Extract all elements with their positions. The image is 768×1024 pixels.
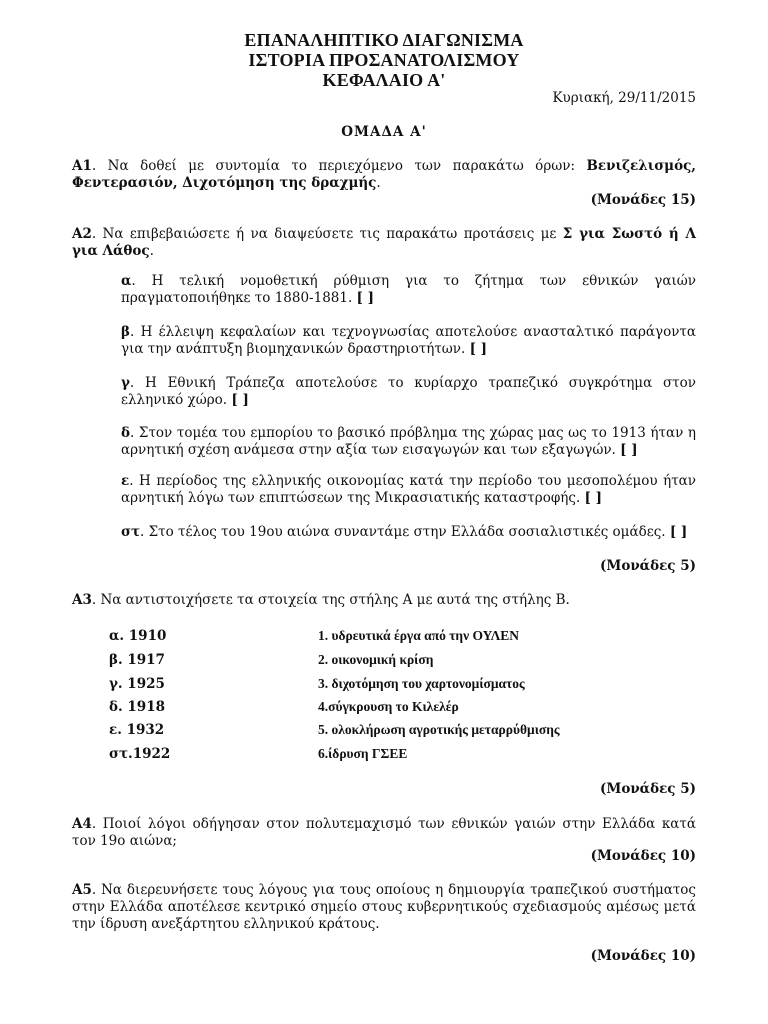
column-a-item: β. 1917 <box>109 652 165 668</box>
statement-letter: β <box>121 324 130 340</box>
question-text: . Να δοθεί με συντομία το περιεχόμενο των παρακάτω όρων: <box>91 158 587 174</box>
answer-box[interactable]: [ ] <box>231 392 249 408</box>
answer-box[interactable]: [ ] <box>469 341 488 357</box>
statement-d <box>121 425 696 459</box>
question-label: Α5 <box>72 882 92 898</box>
statement-text: . Στον τομέα του εμπορίου το βασικό πρόβλημα της χώρας μας ως το 1913 ήταν η αρνητική σχέση ανάμεσα στην αξία των εισαγωγών και των εξαγωγών. <box>121 425 696 458</box>
statement-letter: στ <box>121 524 141 540</box>
statement-f <box>121 524 696 541</box>
exam-subject: ΙΣΤΟΡΙΑ ΠΡΟΣΑΝΑΤΟΛΙΣΜΟΥ <box>248 50 520 70</box>
question-label: Α2 <box>72 226 92 242</box>
column-b-item: 2. οικονομική κρίση <box>318 652 434 667</box>
answer-box[interactable]: [ ] <box>356 290 375 306</box>
marks-a3: (Μονάδες 5) <box>599 781 696 797</box>
column-a-item: ε. 1932 <box>109 722 165 738</box>
question-text: . Να επιβεβαιώσετε ή να διαψεύσετε τις παρακάτω προτάσεις με <box>91 226 563 242</box>
statement-a <box>121 273 696 307</box>
statement-text: . Στο τέλος του 19ου αιώνα συναντάμε στην Ελλάδα σοσιαλιστικές ομάδες. <box>140 524 670 540</box>
answer-box[interactable]: [ ] <box>584 490 603 506</box>
statement-b <box>121 324 696 358</box>
question-label: Α4 <box>72 816 92 832</box>
column-b-item: 1. υδρευτικά έργα από την ΟΥΛΕΝ <box>318 628 520 643</box>
question-a2 <box>72 226 696 260</box>
question-text-end: . <box>149 243 154 259</box>
question-a3 <box>72 592 696 609</box>
exam-title: ΕΠΑΝΑΛΗΠΤΙΚΟ ΔΙΑΓΩΝΙΣΜΑ <box>244 30 524 50</box>
exam-date: Κυριακή, 29/11/2015 <box>552 90 696 106</box>
statement-text: . Η έλλειψη κεφαλαίων και τεχνογνωσίας αποτελούσε ανασταλτικό παράγοντα για την ανάπτυξη βιομηχανικών δραστηριοτήτων. <box>121 324 696 357</box>
statement-letter: δ <box>121 425 131 441</box>
column-a-item: δ. 1918 <box>109 699 165 715</box>
exam-chapter: ΚΕΦΑΛΑΙΟ Α' <box>322 70 446 90</box>
question-text: . Ποιοί λόγοι οδήγησαν στον πολυτεμαχισμό των εθνικών γαιών στην Ελλάδα κατά τον 19ο αιώνα; <box>72 816 696 849</box>
marks-a4: (Μονάδες 10) <box>590 848 696 864</box>
column-a-item: στ.1922 <box>109 746 171 762</box>
group-title: ΟΜΑΔΑ Α' <box>341 124 427 140</box>
column-b-item: 5. ολοκλήρωση αγροτικής μεταρρύθμισης <box>318 722 560 737</box>
marks-a2: (Μονάδες 5) <box>599 558 696 574</box>
column-b-item: 3. διχοτόμηση του χαρτονομίσματος <box>318 676 525 691</box>
column-b-item: 6.ίδρυση ΓΣΕΕ <box>318 746 408 761</box>
answer-box[interactable]: [ ] <box>620 442 638 458</box>
marks-a1: (Μονάδες 15) <box>590 192 696 208</box>
question-text: . Να διερευνήσετε τους λόγους για τους οποίους η δημιουργία τραπεζικού συστήματος στην Ελλάδα αποτέλεσε κεντρικό σημείο στους κυβερνητικούς σχεδιασμούς αμέσως μετά την ίδρυση ανεξάρτητου ελληνικού κράτους. <box>72 882 696 932</box>
question-text: . Να αντιστοιχήσετε τα στοιχεία της στήλης Α με αυτά της στήλης Β. <box>91 592 570 608</box>
question-terms: Βενιζελισμός, Φεντερασιόν, Διχοτόμηση της δραχμής <box>72 158 696 191</box>
statement-text: . Η τελική νομοθετική ρύθμιση για το ζήτημα των εθνικών γαιών πραγματοποιήθηκε το 1880-1881. <box>121 273 696 306</box>
marks-a5: (Μονάδες 10) <box>590 948 696 964</box>
question-a5 <box>72 882 696 933</box>
statement-text: . Η περίοδος της ελληνικής οικονομίας κατά την περίοδο του μεσοπολέμου ήταν αρνητική λόγω των επιπτώσεων της Μικρασιατικής καταστροφής. <box>121 473 696 506</box>
statement-c <box>121 375 696 409</box>
statement-e <box>121 473 696 507</box>
answer-box[interactable]: [ ] <box>669 524 688 540</box>
statement-letter: γ <box>121 375 130 391</box>
question-instruction: Σ για Σωστό ή Λ για Λάθος <box>72 226 696 259</box>
statement-text: . Η Εθνική Τράπεζα αποτελούσε το κυρίαρχο τραπεζικό συγκρότημα στον ελληνικό χώρο. <box>121 375 696 408</box>
column-a-item: γ. 1925 <box>109 676 165 692</box>
column-a-item: α. 1910 <box>109 628 167 644</box>
question-a4 <box>72 816 696 850</box>
column-b-item: 4.σύγκρουση το Κιλελέρ <box>318 699 459 714</box>
question-a1 <box>72 158 696 192</box>
question-label: Α1 <box>72 158 92 174</box>
statement-letter: α <box>121 273 132 289</box>
question-text-end: . <box>376 175 381 191</box>
question-label: Α3 <box>72 592 92 608</box>
statement-letter: ε <box>121 473 130 489</box>
